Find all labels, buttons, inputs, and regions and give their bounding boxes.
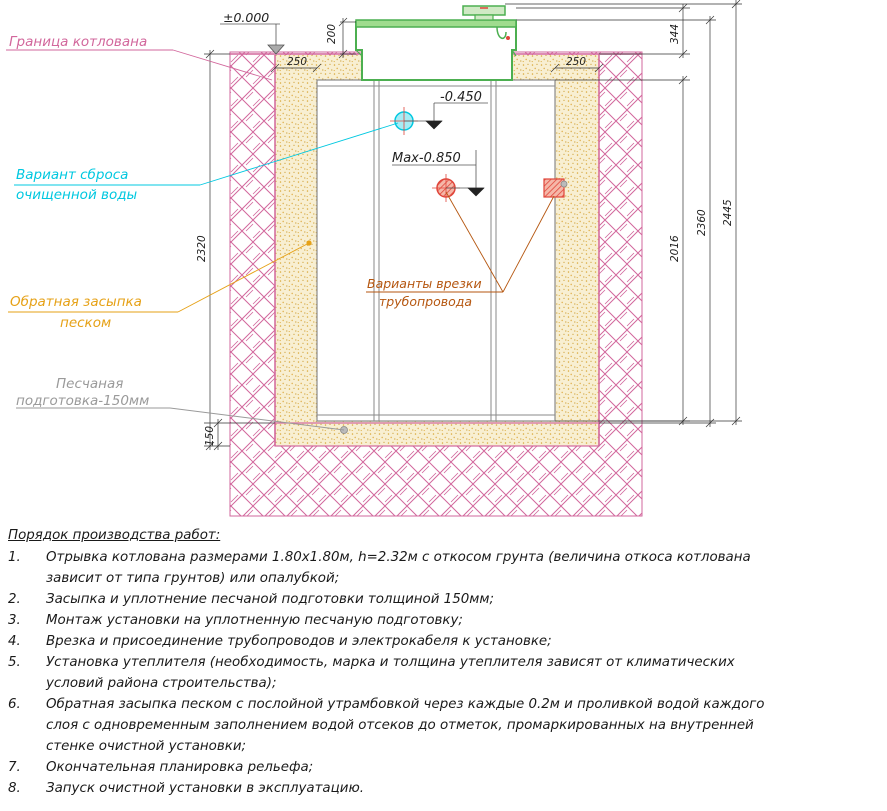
procedure-step-text: Окончательная планировка рельефа; [46,760,314,775]
procedure-step-text: стенке очистной установки; [46,739,247,754]
procedure-step-text: Монтаж установки на уплотненную песчаную подготовку; [46,613,463,628]
procedure-step-number: 1. [8,550,21,565]
procedure-step-number: 6. [8,697,21,712]
outlet-variant-text-2: очищенной воды [16,187,138,203]
sand-bed-text-2: подготовка-150мм [16,393,150,409]
dim-150: 150 [204,425,216,446]
procedure-step-text: зависит от типа грунтов) или опалубкой; [46,571,340,586]
pit-boundary-text: Граница котлована [9,34,148,50]
procedure-step-text: слоя с одновременным заполнением водой отсеков до отметок, промаркированных на внутренней [46,718,754,733]
procedure-title: Порядок производства работ: [8,528,221,543]
outlet-variant-text-1: Вариант сброса [16,167,129,183]
dim-2445: 2445 [722,199,734,226]
level-inlet-text: Max-0.850 [392,151,461,166]
dim-250-left: 250 [287,56,308,68]
procedure-step-number: 3. [8,613,21,628]
dim-2360: 2360 [696,209,708,236]
level-outlet-text: -0.450 [440,90,482,105]
dim-2016: 2016 [669,235,681,262]
tank-body [317,80,555,421]
sand-bed-text-1: Песчаная [56,376,124,392]
procedure-step-number: 5. [8,655,21,670]
backfill-text-2: песком [60,315,112,331]
procedure-step-text: Запуск очистной установки в эксплуатацию. [46,781,364,796]
procedure-step-text: Отрывка котлована размерами 1.80х1.80м, h=2.32м с откосом грунта (величина откоса котлована [46,550,751,565]
procedure-step-number: 2. [8,592,21,607]
pipe-variants-text-1: Варианты врезки [367,276,482,291]
dim-250-right: 250 [566,56,587,68]
dim-2320: 2320 [196,235,208,262]
procedure-step-number: 7. [8,760,21,775]
dim-344: 344 [669,23,681,44]
pipe-variants-text-2: трубопровода [379,294,473,309]
procedure-step-text: Засыпка и уплотнение песчаной подготовки толщиной 150мм; [46,592,494,607]
procedure-step-text: условий района строительства); [46,676,277,691]
level-zero-text: ±0.000 [223,10,270,25]
level-zero-mark [220,10,284,54]
procedure-step-number: 8. [8,781,21,796]
dim-200: 200 [326,23,338,44]
sand-bed [275,423,599,446]
procedure-step-text: Установка утеплителя (необходимость, марка и толщина утеплителя зависят от климатических [46,655,735,670]
procedure-step-text: Обратная засыпка песком с послойной утрамбовкой через каждые 0.2м и проливкой водой каждого [46,697,765,712]
procedure-step-text: Врезка и присоединение трубопроводов и электрокабеля к установке; [46,634,552,649]
backfill-text-1: Обратная засыпка [10,294,142,310]
tank-lid [356,6,516,80]
procedure-step-number: 4. [8,634,21,649]
